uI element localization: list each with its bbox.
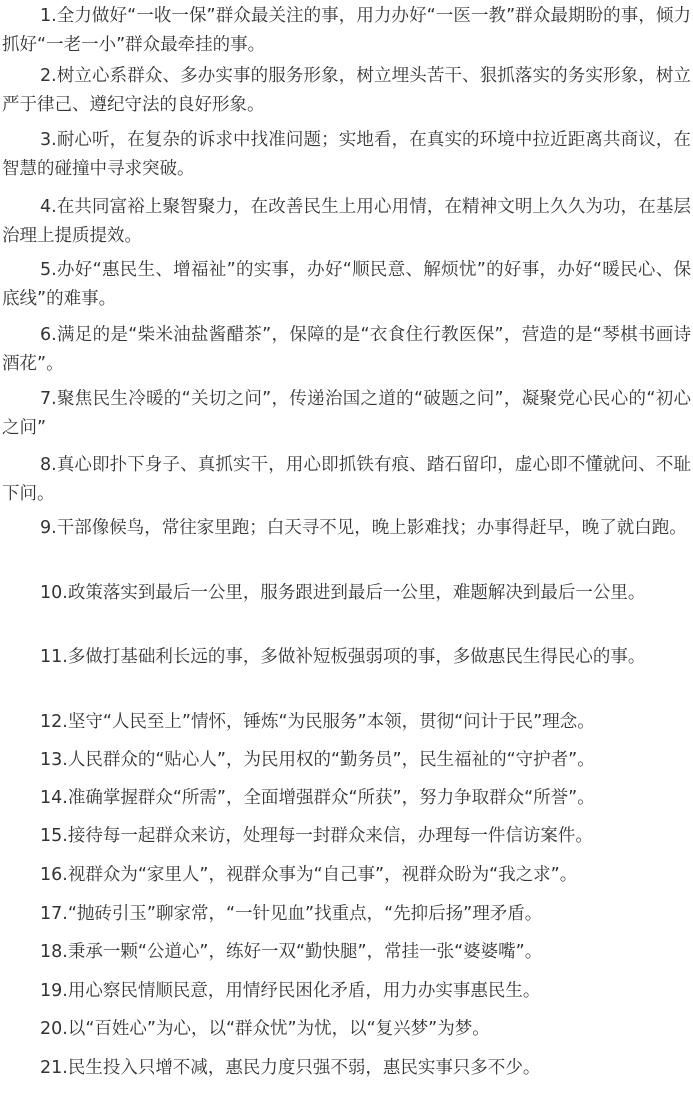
paragraph-17: 17.“抛砖引玉”聊家常，“一针见血”找重点，“先抑后扬”理矛盾。 [40, 904, 543, 924]
paragraph-7: 7.聚焦民生冷暖的“关切之问”，传递治国之道的“破题之问”，凝聚党心民心的“初心之问” [2, 389, 691, 438]
paragraph-6: 6.满足的是“柴米油盐酱醋茶”，保障的是“衣食住行教医保”，营造的是“琴棋书画诗酒花”。 [2, 325, 691, 374]
paragraph-16: 16.视群众为“家里人”，视群众事为“自己事”，视群众盼为“我之求”。 [40, 865, 578, 885]
paragraph-2: 2.树立心系群众、多办实事的服务形象，树立埋头苦干、狠抓落实的务实形象，树立严于律己、遵纪守法的良好形象。 [2, 66, 691, 115]
paragraph-11: 11.多做打基础利长远的事，多做补短板强弱项的事，多做惠民生得民心的事。 [40, 647, 646, 667]
paragraph-14: 14.准确掌握群众“所需”，全面增强群众“所获”，努力争取群众“所誉”。 [40, 788, 595, 808]
paragraph-19: 19.用心察民情顺民意，用情纾民困化矛盾，用力办实事惠民生。 [40, 981, 541, 1001]
paragraph-10: 10.政策落实到最后一公里，服务跟进到最后一公里，难题解决到最后一公里。 [40, 583, 646, 603]
paragraph-3: 3.耐心听，在复杂的诉求中找准问题；实地看，在真实的环境中拉近距离共商议，在智慧的碰撞中寻求突破。 [2, 130, 691, 179]
paragraph-21: 21.民生投入只增不减，惠民力度只强不弱，惠民实事只多不少。 [40, 1058, 541, 1078]
paragraph-12: 12.坚守“人民至上”情怀，锤炼“为民服务”本领，贯彻“问计于民”理念。 [40, 712, 595, 732]
paragraph-1: 1.全力做好“一收一保”群众最关注的事，用力办好“一医一教”群众最期盼的事，倾力抓好“一老一小”群众最牵挂的事。 [2, 6, 691, 55]
paragraph-9: 9.干部像候鸟，常往家里跑；白天寻不见，晚上影难找；办事得赶早，晚了就白跑。 [40, 518, 687, 538]
paragraph-20: 20.以“百姓心”为心，以“群众忧”为忧，以“复兴梦”为梦。 [40, 1019, 490, 1039]
paragraph-13: 13.人民群众的“贴心人”，为民用权的“勤务员”，民生福祉的“守护者”。 [40, 750, 595, 770]
paragraph-18: 18.秉承一颗“公道心”，练好一双“勤快腿”，常挂一张“婆婆嘴”。 [40, 942, 543, 962]
paragraph-4: 4.在共同富裕上聚智聚力，在改善民生上用心用情，在精神文明上久久为功，在基层治理上提质提效。 [2, 197, 691, 246]
paragraph-15: 15.接待每一起群众来访，处理每一封群众来信，办理每一件信访案件。 [40, 826, 593, 846]
paragraph-8: 8.真心即扑下身子、真抓实干，用心即抓铁有痕、踏石留印，虚心即不懂就问、不耻下问。 [2, 455, 691, 504]
paragraph-5: 5.办好“惠民生、增福祉”的实事，办好“顺民意、解烦忧”的好事，办好“暖民心、保底线”的难事。 [2, 260, 691, 309]
